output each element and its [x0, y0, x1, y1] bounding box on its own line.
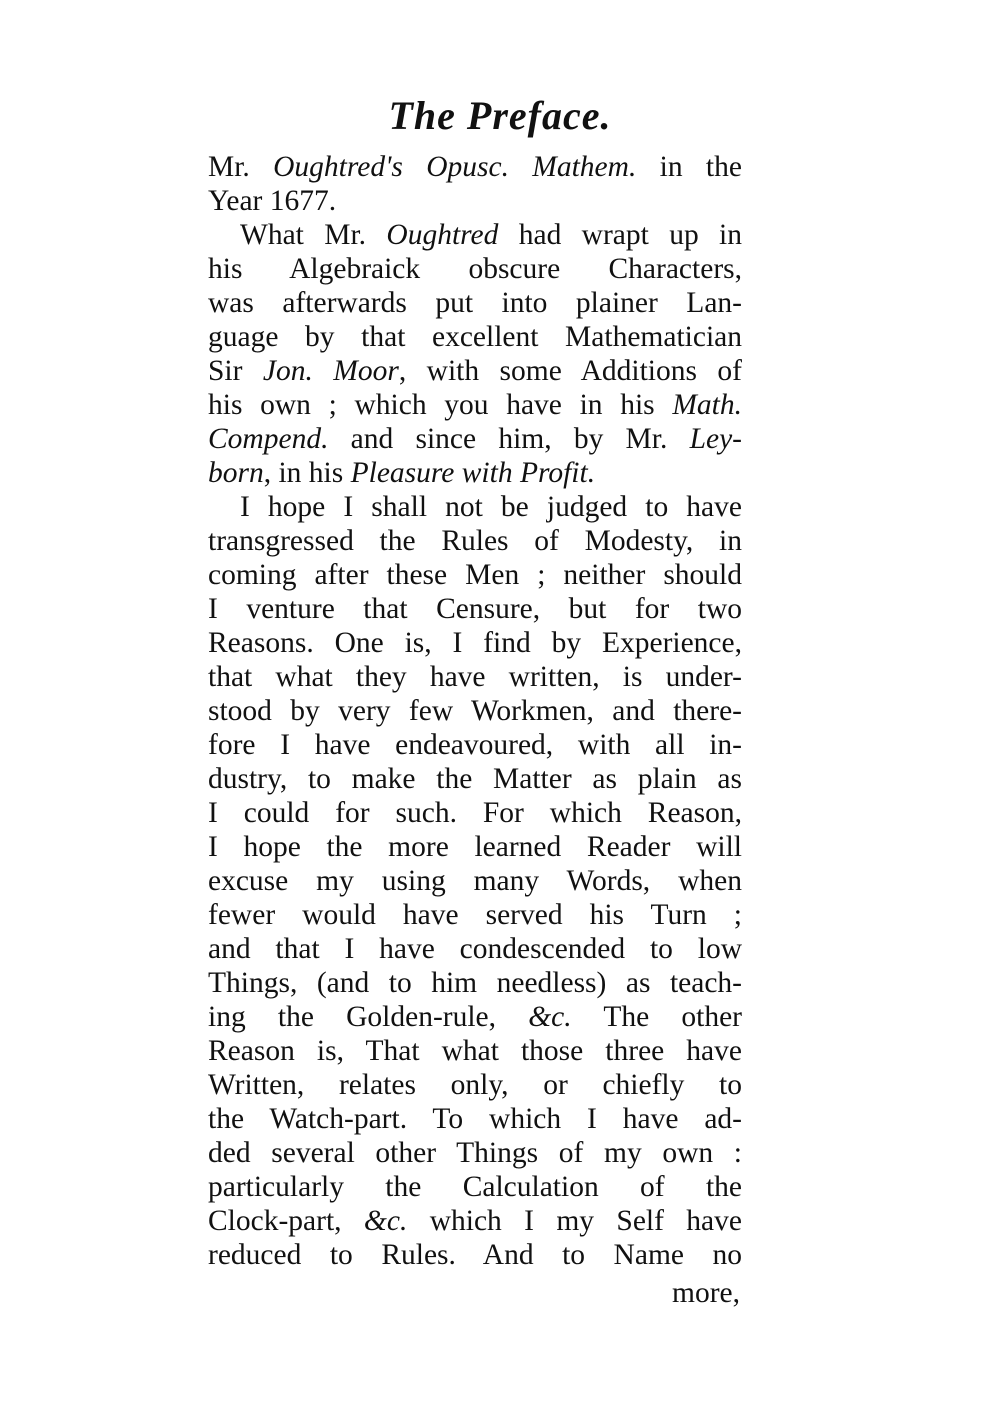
text-run: , in his [263, 457, 351, 489]
italic-text: Ley- [689, 423, 742, 455]
text-line [208, 660, 742, 694]
text-line [208, 456, 742, 490]
catchword: more, [672, 1277, 740, 1309]
text-run: stood by very few Workmen, and there- [208, 695, 742, 727]
italic-text: &c. [528, 1001, 572, 1033]
italic-text: Math. [672, 389, 742, 421]
text-run: which I my Self have [407, 1205, 742, 1237]
text-line [208, 898, 742, 932]
text-line [208, 524, 742, 558]
text-run: Reasons. One is, I find by Experience, [208, 627, 742, 659]
text-line [208, 592, 742, 626]
text-line [208, 1170, 742, 1204]
text-run: ing the Golden-rule, [208, 1001, 529, 1033]
text-line [208, 1102, 742, 1136]
text-run: was afterwards put into plainer Lan- [208, 287, 742, 319]
text-line [208, 354, 742, 388]
text-run: dustry, to make the Matter as plain as [208, 763, 742, 795]
text-line [208, 966, 742, 1000]
text-line [208, 796, 742, 830]
text-line [208, 1204, 742, 1238]
text-run: I hope I shall not be judged to have [240, 491, 742, 523]
text-run: Things, (and to him needless) as teach- [208, 967, 742, 999]
text-run: I venture that Censure, but for two [208, 593, 742, 625]
text-run: fewer would have served his Turn ; [208, 899, 742, 931]
italic-text: Oughtred [386, 219, 499, 251]
text-line [208, 558, 742, 592]
text-run: Written, relates only, or chiefly to [208, 1069, 742, 1101]
text-line [208, 1136, 742, 1170]
text-line [208, 864, 742, 898]
italic-text: Compend. [208, 423, 329, 455]
text-line [208, 218, 742, 252]
italic-text: &c. [363, 1205, 408, 1237]
text-run: guage by that excellent Mathematician [208, 321, 742, 353]
text-line [208, 728, 742, 762]
text-run: coming after these Men ; neither should [208, 559, 742, 591]
italic-text: born [208, 457, 264, 489]
running-head-title: The Preface. [388, 93, 612, 138]
text-line [208, 150, 742, 184]
text-run: particularly the Calculation of the [208, 1171, 742, 1203]
body-text [208, 150, 742, 1272]
text-line [208, 1000, 742, 1034]
text-line [208, 830, 742, 864]
text-run: and since him, by Mr. [328, 423, 690, 455]
text-line [208, 388, 742, 422]
text-run: Year 1677. [208, 185, 337, 217]
text-run: his own ; which you have in his [208, 389, 673, 421]
text-run: I hope the more learned Reader will [208, 831, 742, 863]
text-line [208, 422, 742, 456]
italic-text: Jon. Moor [262, 355, 399, 387]
text-run: fore I have endeavoured, with all in- [208, 729, 742, 761]
text-run: Clock-part, [208, 1205, 364, 1237]
text-line [208, 490, 742, 524]
text-run: The other [571, 1001, 742, 1033]
text-line [208, 286, 742, 320]
italic-text: Pleasure with Profit. [350, 457, 596, 489]
text-line [208, 762, 742, 796]
text-run: in the [636, 151, 742, 183]
text-run: excuse my using many Words, when [208, 865, 742, 897]
text-run: Sir [208, 355, 263, 387]
text-run: I could for such. For which Reason, [208, 797, 742, 829]
text-run: the Watch-part. To which I have ad- [208, 1103, 742, 1135]
text-run: , with some Additions of [398, 355, 742, 387]
text-line [208, 694, 742, 728]
text-run: Reason is, That what those three have [208, 1035, 742, 1067]
text-run: ded several other Things of my own : [208, 1137, 742, 1169]
text-run: reduced to Rules. And to Name no [208, 1239, 742, 1271]
text-line [208, 252, 742, 286]
text-line [208, 320, 742, 354]
italic-text: Oughtred's Opusc. Mathem. [273, 151, 637, 183]
text-line [208, 626, 742, 660]
text-line [208, 184, 742, 218]
text-line [208, 1238, 742, 1272]
text-run: What Mr. [240, 219, 387, 251]
text-run: that what they have written, is under- [208, 661, 742, 693]
text-run: his Algebraick obscure Characters, [208, 253, 742, 285]
text-line [208, 1034, 742, 1068]
text-run: and that I have condescended to low [208, 933, 742, 965]
text-run: had wrapt up in [498, 219, 742, 251]
text-line [208, 1068, 742, 1102]
text-line [208, 932, 742, 966]
text-run: Mr. [208, 151, 274, 183]
text-run: transgressed the Rules of Modesty, in [208, 525, 742, 557]
